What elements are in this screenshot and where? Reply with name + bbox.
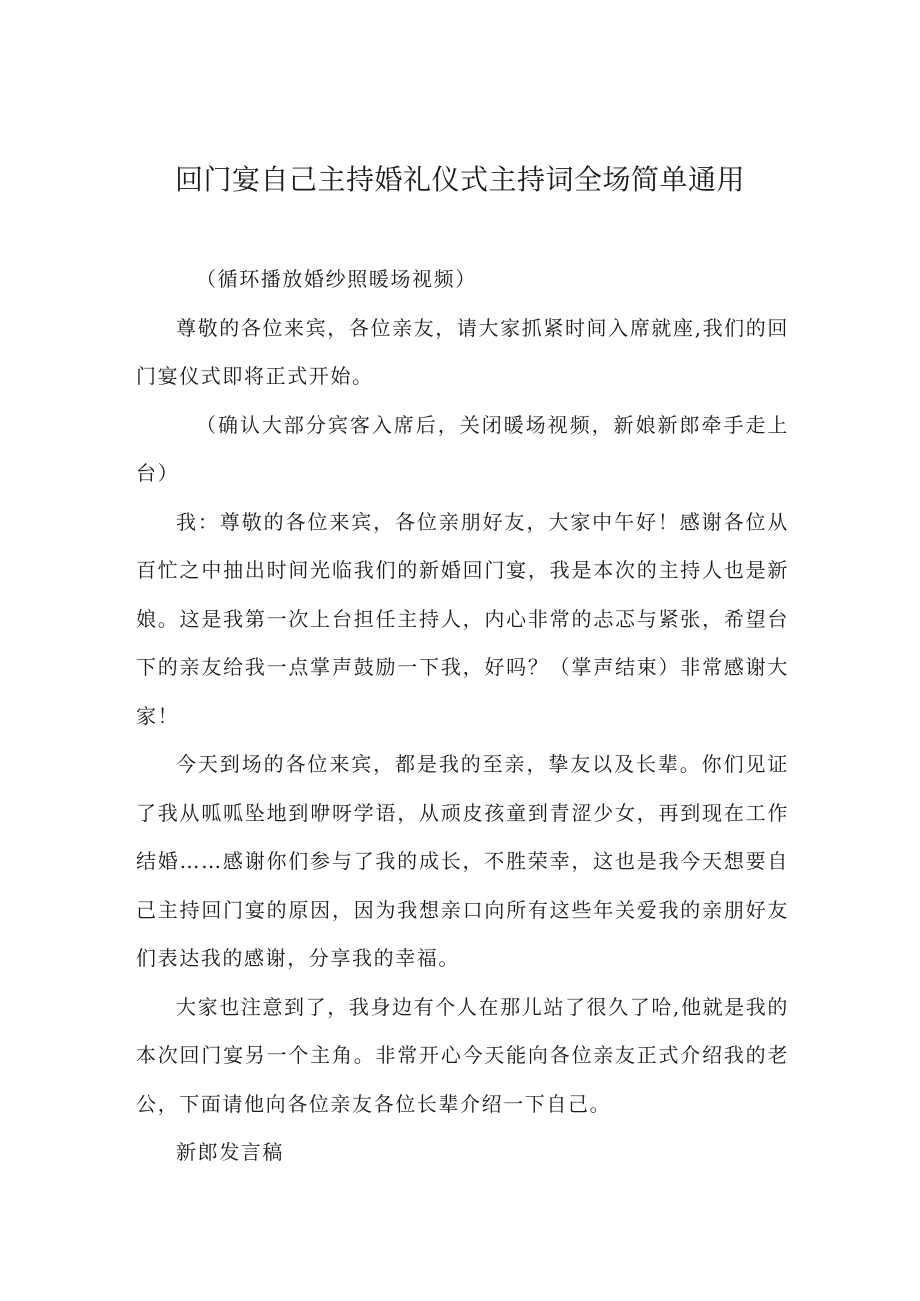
paragraph-welcome-seating: 尊敬的各位来宾，各位亲友，请大家抓紧时间入席就座,我们的回门宴仪式即将正式开始。 (136, 315, 789, 388)
paragraph-bride-opening: 我：尊敬的各位来宾，各位亲朋好友，大家中午好！感谢各位从百忙之中抽出时间光临我们的新婚回门宴，我是本次的主持人也是新娘。这是我第一次上台担任主持人，内心非常的忐忑与紧张，希望台下的亲友给我一点掌声鼓励一下我，好吗？（掌声结束）非常感谢大家！ (136, 509, 789, 728)
paragraph-groom-speech-heading: 新郎发言稿 (176, 1140, 284, 1164)
paragraph-introduce-groom: 大家也注意到了，我身边有个人在那儿站了很久了哈,他就是我的本次回门宴另一个主角。非常开心今天能向各位亲友正式介绍我的老公，下面请他向各位亲友各位长辈介绍一下自己。 (136, 994, 789, 1116)
document-body (136, 255, 789, 1177)
paragraph-stage-direction-video: （循环播放婚纱照暖场视频） (196, 267, 477, 291)
paragraph-thanks-family: 今天到场的各位来宾，都是我的至亲，挚友以及长辈。你们见证了我从呱呱坠地到咿呀学语，从顽皮孩童到青涩少女，再到现在工作结婚……感谢你们参与了我的成长，不胜荣幸，这也是我今天想要自己主持回门宴的原因，因为我想亲口向所有这些年关爱我的亲朋好友们表达我的感谢，分享我的幸福。 (136, 752, 789, 970)
paragraph-stage-direction-enter: （确认大部分宾客入席后，关闭暖场视频，新娘新郎牵手走上台） (136, 412, 789, 485)
document-title: 回门宴自己主持婚礼仪式主持词全场简单通用 (174, 163, 745, 196)
